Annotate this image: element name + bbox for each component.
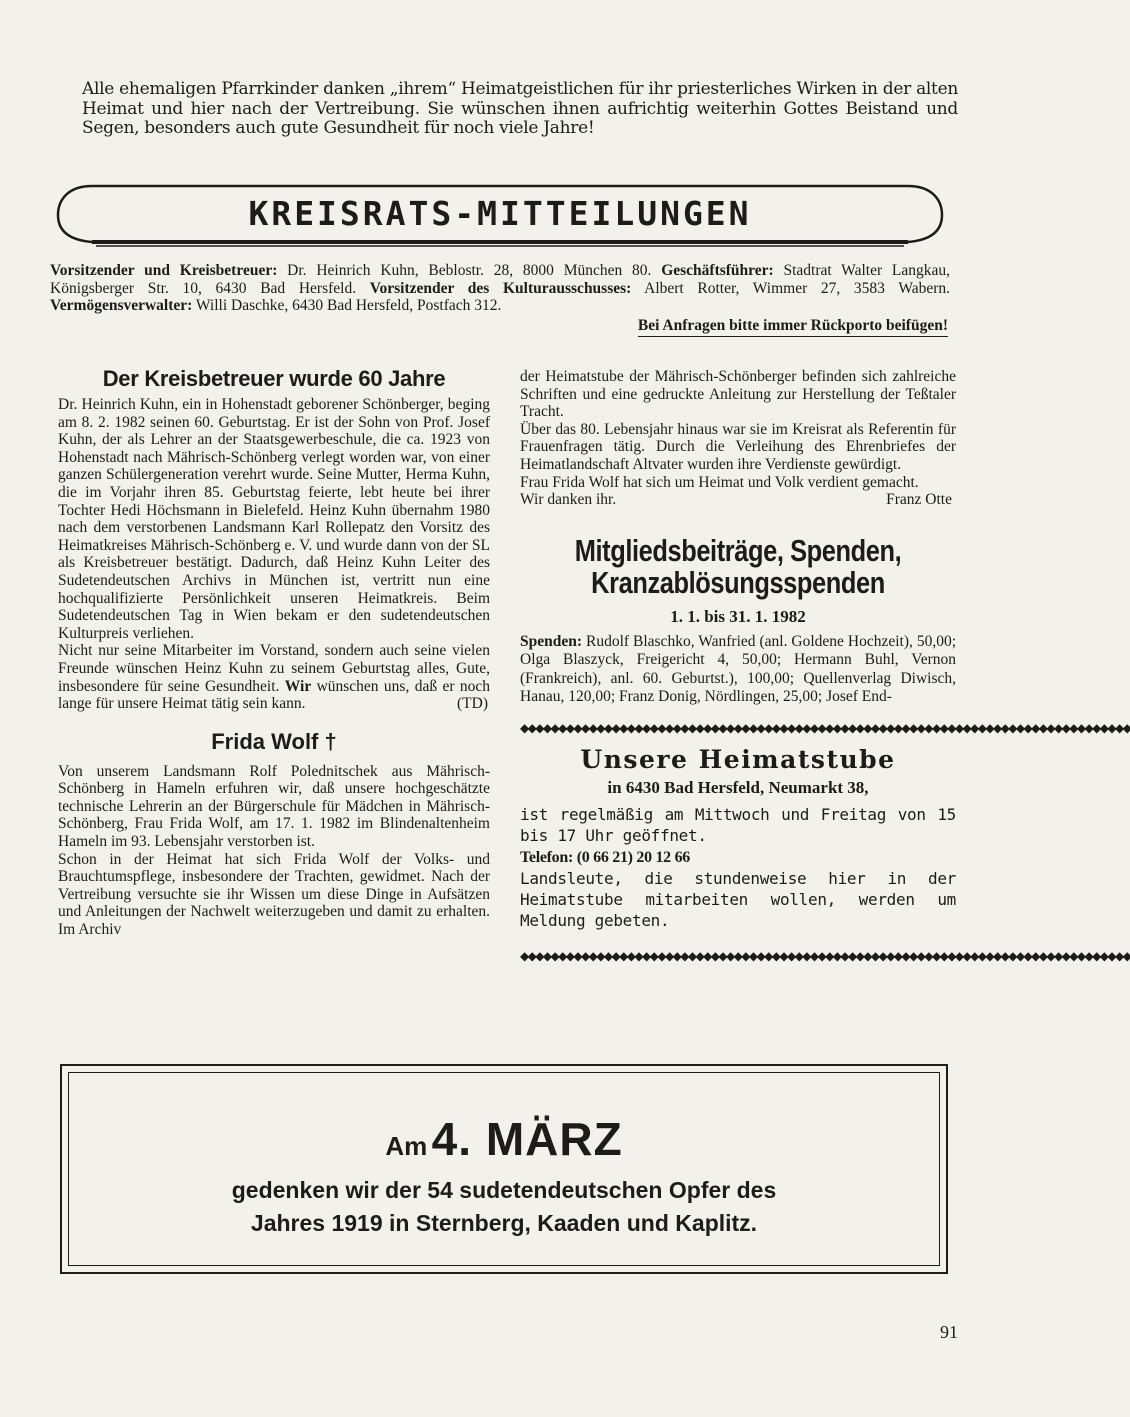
wolf-paragraph-3: der Heimatstube der Mährisch-Schönberger befinden sich zahlreiche Schriften und eine gedruckte Anleitung zur Herstellung der Teßtaler Tracht. [520,368,956,421]
diamond-divider-top: ◆◆◆◆◆◆◆◆◆◆◆◆◆◆◆◆◆◆◆◆◆◆◆◆◆◆◆◆◆◆◆◆◆◆◆◆◆◆◆◆◆◆◆◆◆◆◆◆◆◆◆◆◆◆◆◆◆◆◆◆◆◆◆◆◆◆◆◆◆◆◆◆◆◆◆◆◆◆◆◆ [520,720,1130,735]
heimatstube-appeal: Landsleute, die stundenweise hier in der Heimatstube mitarbeiten wollen, werden um Meldung gebeten. [520,868,956,930]
postage-notice: Bei Anfragen bitte immer Rückporto beifügen! [638,317,948,337]
chair-text: Dr. Heinrich Kuhn, Beblostr. 28, 8000 München 80. [277,262,662,279]
heimatstube-hours: ist regelmäßig am Mittwoch und Freitag von 15 bis 17 Uhr geöffnet. [520,804,956,845]
wolf-article-title [58,729,490,755]
right-column [520,368,1130,963]
memorial-heading [62,1112,946,1166]
memorial-date: 4. MÄRZ [431,1113,623,1165]
wolf-paragraph-5: Frau Frida Wolf hat sich um Heimat und Volk verdient gemacht. [520,473,919,491]
memorial-line-1: gedenken wir der 54 sudetendeutschen Opfer des [231,1177,777,1203]
donations-title-line-1: Mitgliedsbeiträge, Spenden, [574,532,902,568]
chair-label: Vorsitzender und Kreisbetreuer: [50,262,278,279]
left-column [58,366,490,939]
kuhn-p2-end: wünschen uns, daß er noch lange für unsere Heimat tätig sein kann. [58,677,490,713]
wolf-signature: Franz Otte [886,491,952,509]
wolf-thanks: Wir danken ihr. [520,491,617,509]
page-number: 91 [940,1322,958,1342]
kuhn-article-title: Der Kreisbetreuer wurde 60 Jahre [102,366,446,391]
heimatstube-info [520,804,956,931]
culture-text: Albert Rotter, Wimmer 27, 3583 Wabern. [631,279,951,297]
intro-paragraph: Alle ehemaligen Pfarrkinder danken „ihrem“ Heimatgeistlichen für ihr priesterliches Wirken in der alten Heimat und hier nach der Vertreibung. Sie wünschen ihnen aufrichtig weiterhin Gottes Beistand und Segen, besonders auch gute Gesundheit für noch viele Jahre! [82,79,958,138]
donations-date-range: 1. 1. bis 31. 1. 1982 [670,606,806,626]
heimatstube-address: in 6430 Bad Hersfeld, Neumarkt 38, [607,777,869,797]
kuhn-p2-start: Nicht nur seine Mitarbeiter im Vorstand, sondern auch seine vielen Freunde wünschen Heinz Kuhn zu seinem Geburtstag alles, Gute, insbesondere für seine Gesundheit. [58,642,490,695]
donations-title-line-2: Kranzablösungsspenden [591,564,885,600]
assets-text: Willi Daschke, 6430 Bad Hersfeld, Postfach 312. [192,297,502,314]
wolf-paragraph-2: Schon in der Heimat hat sich Frida Wolf der Volks- und Brauchtumspflege, insbesondere der Trachten, gewidmet. Nach der Vertreibung versuchte sie ihr Wissen um diese Dinge in Aufsätzen und Anleitungen der Nachwelt weiterzugeben und damit zu erhalten. Im Archiv [58,850,490,939]
phone-label: Telefon: [520,848,574,866]
wolf-article-body-left [58,763,490,939]
kuhn-article-body [58,396,490,713]
wolf-title-text: Frida Wolf [211,728,319,754]
manager-label: Geschäftsführer: [661,262,774,279]
memorial-box [60,1064,948,1274]
assets-label: Vermögensverwalter: [50,297,193,314]
memorial-text [62,1174,946,1240]
donations-label: Spenden: [520,632,583,650]
wolf-sign-row [520,491,956,509]
wolf-paragraph-1: Von unserem Landsmann Rolf Polednitschek aus Mährisch-Schönberg in Hameln erfuhren wir, daß unsere hochgeschätzte technische Lehrerin an der Bürgerschule für Mädchen in Mährisch-Schönberg, Frau Frida Wolf, am 17. 1. 1982 im Blindenaltenheim Hameln im 93. Lebensjahr verstorben ist. [58,762,490,851]
wolf-article-body-right [520,368,956,509]
section-banner [52,182,948,248]
kuhn-paragraph-1: Dr. Heinrich Kuhn, ein in Hohenstadt geborener Schönberger, beging am 8. 2. 1982 seinen 60. Geburtstag. Er ist der Sohn von Prof. Josef Kuhn, der als Lehrer an der Staatsgewerbeschule, die ca. 1923 von Hohenstadt nach Mährisch-Schönberg verlegt worden war, von einer ganzen Schülergeneration verehrt wurde. Seine Mutter, Herma Kuhn, die im Vorjahr ihren 85. Geburtstag feierte, lebt heute bei ihrer Tochter Hedi Höchsmann in Bielefeld. Heinz Kuhn übernahm 1980 nach dem verstorbenen Landsmann Karl Rollepatz den Vorsitz des Heimatkreises Mährisch-Schönberg e. V. und wurde dann von der SL als Kreisbetreuer bestätigt. Dadurch, daß Heinz Kuhn Leiter des Sudetendeutschen Archivs in München ist, vertritt nun eine hochqualifizierte Persönlichkeit unseren Heimatkreis. Beim Sudetendeutschen Tag in Wien bekam er den sudetendeutschen Kulturpreis verliehen. [58,396,490,642]
diamond-divider-bottom: ◆◆◆◆◆◆◆◆◆◆◆◆◆◆◆◆◆◆◆◆◆◆◆◆◆◆◆◆◆◆◆◆◆◆◆◆◆◆◆◆◆◆◆◆◆◆◆◆◆◆◆◆◆◆◆◆◆◆◆◆◆◆◆◆◆◆◆◆◆◆◆◆◆◆◆◆◆◆◆◆ [520,948,1130,963]
donations-text: Rudolf Blaschko, Wanfried (anl. Goldene Hochzeit), 50,00; Olga Blaszyck, Freigericht 4, 50,00; Hermann Buhl, Vernon (Frankreich), anl. 60. Geburtst.), 100,00; Quellenverlag Diwisch, Hanau, 120,00; Franz Donig, Nördlingen, 25,00; Josef End- [520,632,956,706]
manager-text: Stadtrat Walter Langkau, Königsberger Str. 10, 6430 Bad Hersfeld. [50,262,950,297]
memorial-line-2: Jahres 1919 in Sternberg, Kaaden und Kaplitz. [250,1210,758,1236]
heimatstube-title: Unsere Heimatstube [580,744,896,774]
banner-title: KREISRATS-MITTEILUNGEN [248,194,752,233]
kuhn-signature: (TD) [457,695,488,713]
memorial-am: Am [385,1131,428,1161]
culture-label: Vorsitzender des Kulturausschusses: [369,279,632,297]
officers-block [50,262,950,315]
cross-icon: † [324,728,337,754]
phone-number: (0 66 21) 20 12 66 [573,848,690,866]
kuhn-p2-bold: Wir [284,677,312,695]
donations-list [520,633,956,707]
heimatstube-phone-line [520,846,956,868]
wolf-paragraph-4: Über das 80. Lebensjahr hinaus war sie im Kreisrat als Referentin für Frauenfragen tätig. Durch die Verleihung des Ehrenbriefes der Heimatlandschaft Altvater wurden ihre Verdienste gewürdigt. [520,420,956,473]
